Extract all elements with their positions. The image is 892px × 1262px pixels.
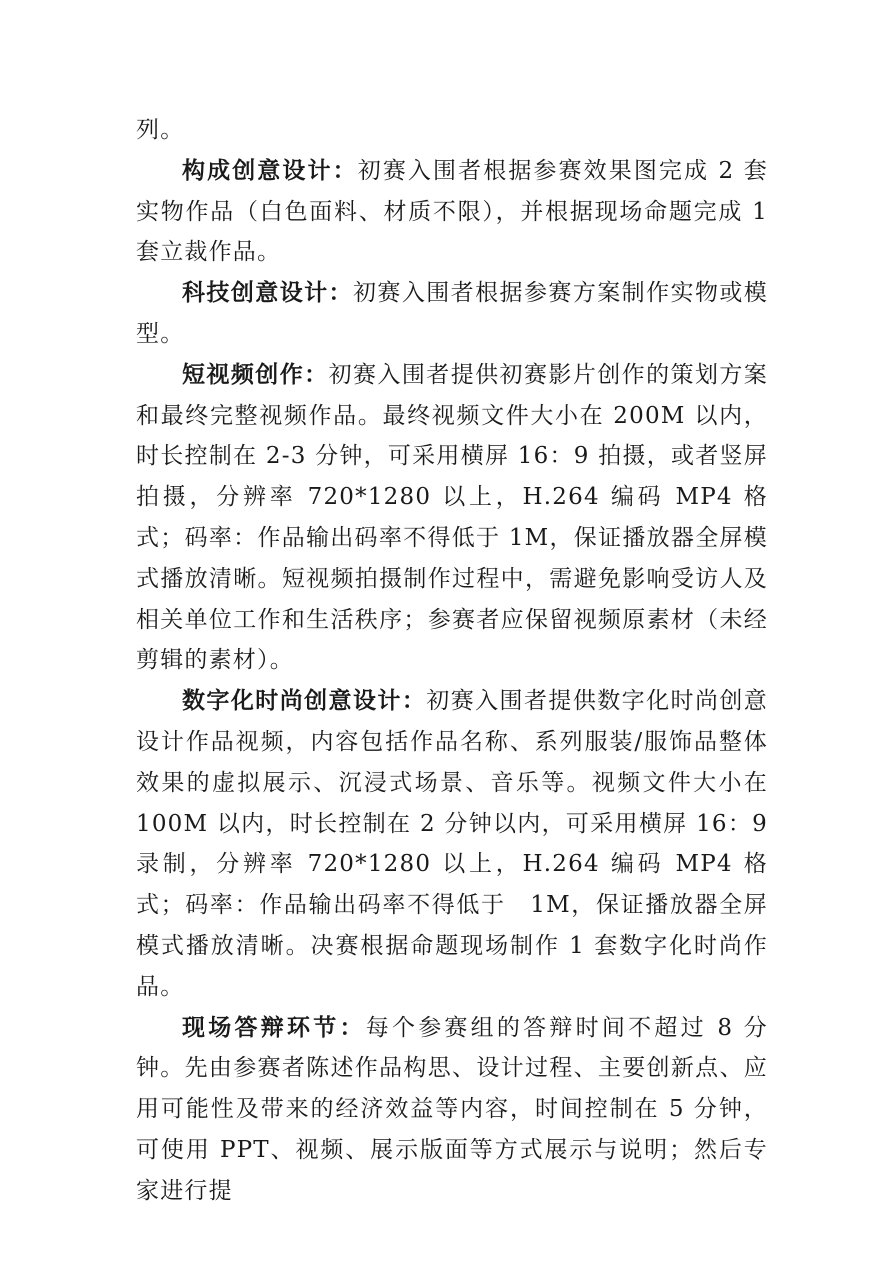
paragraph-structure-design (136, 151, 768, 273)
document-page (136, 110, 768, 1212)
section-term: 现场答辩环节： (182, 1013, 366, 1041)
section-term: 数字化时尚创意设计： (182, 687, 427, 715)
paragraph-short-video (136, 355, 768, 681)
paragraph-tech-design (136, 273, 768, 355)
paragraph-text: 初赛入围者提供初赛影片创作的策划方案和最终完整视频作品。最终视频文件大小在 200M 以内，时长控制在 2-3 分钟，可采用横屏 16：9 拍摄，或者竖屏拍摄，分辨率 720*1280 以上，H.264 编码 MP4 格式；码率：作品输出码率不得低于 1M，保证播放器全屏模式播放清晰。短视频拍摄制作过程中，需避免影响受访人及相关单位工作和生活秩序；参赛者应保留视频原素材（未经剪辑的素材）。 (136, 361, 768, 674)
paragraph-digital-fashion (136, 681, 768, 1007)
paragraph-text: 每个参赛组的答辩时间不超过 8 分钟。先由参赛者陈述作品构思、设计过程、主要创新点、应用可能性及带来的经济效益等内容，时间控制在 5 分钟，可使用 PPT、视频、展示版面等方式展示与说明；然后专家进行提 (136, 1014, 768, 1204)
paragraph-text: 初赛入围者根据参赛方案制作实物或模型。 (136, 280, 768, 347)
section-term: 科技创意设计： (182, 279, 353, 307)
section-term: 构成创意设计： (182, 156, 358, 184)
paragraph-text: 初赛入围者根据参赛效果图完成 2 套实物作品（白色面料、材质不限），并根据现场命题完成 1 套立裁作品。 (136, 157, 768, 266)
paragraph-defense (136, 1008, 768, 1212)
paragraph-text: 列。 (136, 117, 185, 143)
paragraph-text: 初赛入围者提供数字化时尚创意设计作品视频，内容包括作品名称、系列服装/服饰品整体效果的虚拟展示、沉浸式场景、音乐等。视频文件大小在 100M 以内，时长控制在 2 分钟以内，可采用横屏 16：9 录制，分辨率 720*1280 以上，H.264 编码 MP4 格式；码率：作品输出码率不得低于 1M，保证播放器全屏模式播放清晰。决赛根据命题现场制作 1 套数字化时尚作品。 (136, 688, 768, 1000)
section-term: 短视频创作： (182, 360, 329, 388)
paragraph-continuation (136, 110, 768, 151)
